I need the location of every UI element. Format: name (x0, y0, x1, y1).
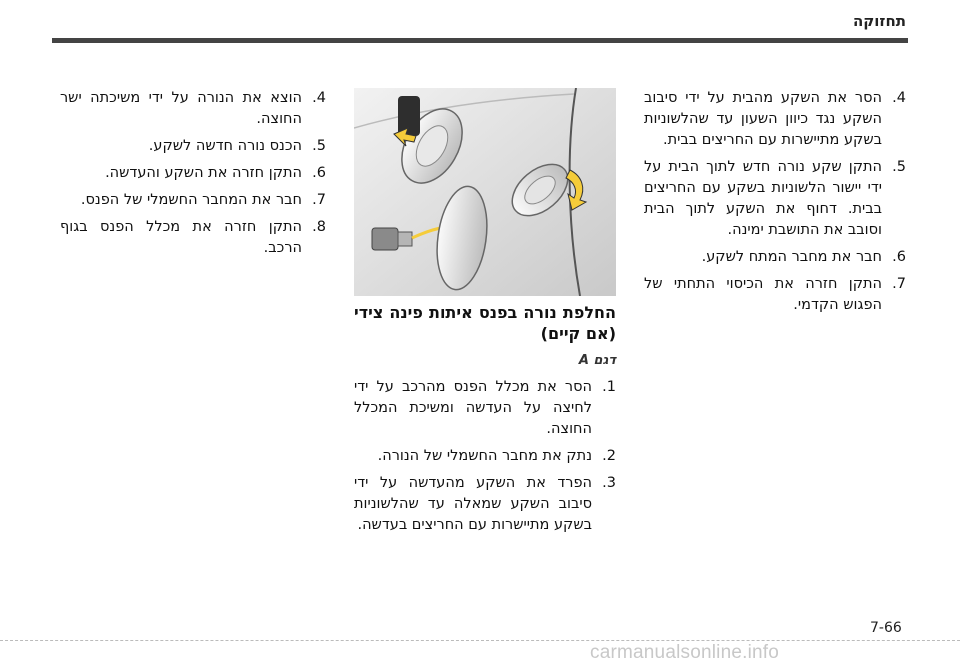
section-title: תחזוקה (852, 12, 906, 30)
page-number: 7-66 (870, 620, 902, 636)
right-steps-list (644, 88, 906, 316)
list-item: 8. התקן חזרה את מכלל הפנס בגוף הרכב. (60, 219, 326, 256)
list-item: 6. חבר את מחבר המתח לשקע. (701, 249, 906, 265)
list-item: 5. הכנס נורה חדשה לשקע. (148, 138, 326, 154)
list-item: 5. התקן שקע נורה חדש לתוך הבית על ידי יישור הלשוניות בשקע עם החריצים בבית. דחוף את השקע לתוך הבית וסובב את התושבת ימינה. (644, 159, 906, 238)
list-item: 7. חבר את המחבר החשמלי של הפנס. (80, 192, 326, 208)
list-item: 3. הפרד את השקע מהעדשה על ידי סיבוב השקע שמאלה עד שהלשוניות בשקע מתיישרות עם החריצים בעדשה. (354, 475, 616, 533)
list-item: 7. התקן חזרה את הכיסוי התחתי של הפגוש הקדמי. (644, 276, 906, 313)
watermark[interactable]: carmanualsonline.info (590, 642, 780, 663)
middle-column (354, 88, 616, 542)
list-item: 1. הסר את מכלל הפנס מהרכב על ידי לחיצה על העדשה ומשיכת המכלל החוצה. (354, 379, 616, 437)
list-item: 4. הוצא את הנורה על ידי משיכתה ישר החוצה. (60, 90, 326, 127)
section-heading: החלפת נורה בפנס איתות פינה צידי (אם קיים) (354, 303, 616, 343)
list-item: 2. נתק את מחבר החשמלי של הנורה. (377, 448, 616, 464)
footer-divider (0, 640, 960, 641)
middle-steps-list (354, 377, 616, 536)
illustration-svg (354, 88, 616, 296)
left-steps-list (60, 88, 326, 259)
left-column (60, 88, 326, 265)
right-column (644, 88, 906, 322)
list-item: 4. הסר את השקע מהבית על ידי סיבוב השקע נגד כיוון השעון עד שהלשוניות בשקע מתיישרות עם החריצים בבית. (644, 90, 906, 148)
figure-label: דגם A (578, 353, 616, 368)
list-item: 6. התקן חזרה את השקע והעדשה. (105, 165, 326, 181)
side-repeater-illustration (354, 88, 616, 296)
header-divider (52, 38, 908, 43)
